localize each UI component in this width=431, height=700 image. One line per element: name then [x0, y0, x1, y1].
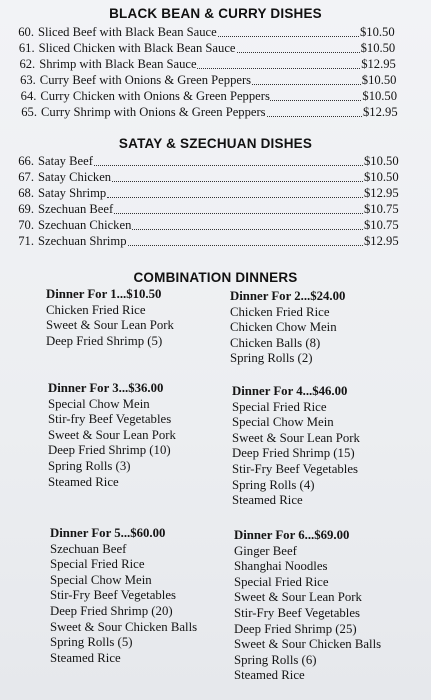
dot-leader — [114, 213, 363, 214]
dinner-item: Steamed Rice — [232, 493, 303, 508]
dinner-for-5 — [50, 526, 197, 666]
dinner-item: Special Fried Rice — [232, 399, 327, 414]
item-number: 67. — [18, 170, 34, 184]
dinner-item: Szechuan Beef — [50, 541, 127, 556]
dinner-item: Shanghai Noodles — [234, 559, 328, 574]
item-number: 71. — [18, 234, 34, 248]
menu-item — [0, 24, 431, 40]
dinner-item: Ginger Beef — [234, 543, 297, 558]
dot-leader — [94, 165, 363, 166]
item-name: Sliced Beef with Black Bean Sauce — [38, 25, 217, 39]
dinner-for-6 — [234, 528, 381, 684]
dot-leader — [128, 245, 363, 246]
menu-item — [0, 185, 431, 201]
dinner-item: Steamed Rice — [234, 668, 305, 683]
dinner-item: Sweet & Sour Lean Pork — [232, 430, 360, 445]
dinner-item: Sweet & Sour Lean Pork — [46, 318, 174, 333]
dinner-item: Stir-Fry Beef Vegetables — [234, 605, 361, 620]
dot-leader — [197, 68, 360, 69]
dinner-item: Chicken Chow Mein — [230, 320, 337, 335]
dinner-item: Sweet & Sour Lean Pork — [48, 427, 176, 442]
menu-item — [0, 217, 431, 233]
item-name: Satay Shrimp — [38, 186, 107, 200]
item-price: $10.50 — [364, 170, 399, 184]
dinner-item: Chicken Fried Rice — [230, 304, 330, 319]
dot-leader — [107, 197, 363, 198]
dinner-item: Deep Fried Shrimp (25) — [234, 621, 357, 636]
item-price: $10.75 — [364, 218, 399, 232]
dinner-item: Stir-fry Beef Vegetables — [48, 412, 172, 427]
dinner-item: Spring Rolls (6) — [234, 652, 317, 667]
menu-item — [0, 201, 431, 217]
dot-leader — [270, 100, 361, 101]
item-name: Shrimp with Black Bean Sauce — [39, 57, 197, 71]
dinner-item: Special Fried Rice — [50, 557, 145, 572]
item-name: Satay Beef — [38, 154, 93, 168]
dinner-item: Stir-Fry Beef Vegetables — [50, 588, 177, 603]
dinner-heading: Dinner For 4...$46.00 — [232, 384, 348, 398]
dinner-for-2 — [230, 289, 345, 367]
menu-item — [0, 169, 431, 185]
dinner-heading: Dinner For 2...$24.00 — [230, 289, 346, 303]
item-number: 64. — [20, 89, 37, 103]
item-number: 70. — [18, 218, 34, 232]
dinner-heading: Dinner For 1...$10.50 — [46, 287, 162, 301]
dot-leader — [237, 52, 360, 53]
item-price: $10.50 — [360, 25, 395, 39]
item-number: 65. — [21, 105, 37, 119]
dot-leader — [112, 181, 363, 182]
dinner-for-3 — [48, 381, 176, 490]
item-name: Curry Beef with Onions & Green Peppers — [39, 73, 252, 87]
item-price: $10.50 — [364, 154, 399, 168]
item-number: 66. — [18, 154, 34, 168]
item-name: Szechuan Chicken — [38, 218, 132, 232]
item-price: $10.50 — [360, 41, 396, 55]
dot-leader — [218, 36, 359, 37]
menu-item — [0, 88, 431, 104]
item-price: $12.95 — [364, 186, 399, 200]
item-name: Szechuan Beef — [38, 202, 114, 216]
dinner-item: Chicken Balls (8) — [230, 335, 321, 350]
menu-item — [0, 233, 431, 249]
item-price: $12.95 — [364, 234, 399, 248]
black-bean-curry-list — [0, 24, 431, 120]
dinner-item: Steamed Rice — [50, 650, 121, 665]
satay-szechuan-list — [0, 153, 431, 249]
dinner-item: Deep Fried Shrimp (10) — [48, 443, 171, 458]
dinner-item: Sweet & Sour Chicken Balls — [50, 619, 198, 634]
menu-item — [0, 56, 431, 72]
dinner-heading: Dinner For 3...$36.00 — [48, 381, 164, 395]
item-name: Satay Chicken — [38, 170, 112, 184]
dinner-item: Chicken Fried Rice — [46, 302, 146, 317]
item-number: 68. — [18, 186, 34, 200]
item-price: $12.95 — [363, 105, 398, 119]
item-number: 63. — [20, 73, 36, 87]
dinner-item: Spring Rolls (2) — [230, 351, 313, 366]
item-name: Curry Chicken with Onions & Green Peppers — [40, 89, 270, 103]
dinner-for-4 — [232, 384, 360, 509]
item-name: Curry Shrimp with Onions & Green Peppers — [41, 105, 266, 119]
dinner-item: Steamed Rice — [48, 474, 119, 489]
dinner-item: Sweet & Sour Lean Pork — [234, 590, 362, 605]
item-number: 69. — [18, 202, 34, 216]
dinner-heading: Dinner For 6...$69.00 — [234, 528, 350, 542]
menu-item — [0, 153, 431, 169]
section-title-combination-dinners: COMBINATION DINNERS — [133, 270, 298, 285]
section-title-black-bean-curry: BLACK BEAN & CURRY DISHES — [109, 6, 322, 21]
item-name: Sliced Chicken with Black Bean Sauce — [38, 41, 236, 55]
item-price: $10.75 — [364, 202, 399, 216]
item-number: 61. — [18, 41, 35, 55]
menu-item — [0, 72, 431, 88]
menu-item — [0, 104, 431, 120]
item-price: $12.95 — [361, 57, 396, 71]
dinner-item: Spring Rolls (5) — [50, 635, 133, 650]
dinner-item: Special Fried Rice — [234, 574, 329, 589]
dinner-heading: Dinner For 5...$60.00 — [50, 526, 166, 540]
dot-leader — [132, 229, 363, 230]
dinner-item: Sweet & Sour Chicken Balls — [234, 637, 382, 652]
item-price: $10.50 — [361, 73, 397, 87]
dinner-for-1 — [46, 287, 174, 349]
dinner-item: Deep Fried Shrimp (15) — [232, 446, 355, 461]
dinner-item: Deep Fried Shrimp (20) — [50, 603, 173, 618]
item-number: 62. — [19, 57, 36, 71]
dinner-item: Special Chow Mein — [232, 415, 334, 430]
dot-leader — [267, 116, 362, 117]
dot-leader — [252, 84, 361, 85]
item-name: Szechuan Shrimp — [38, 234, 127, 248]
dinner-item: Spring Rolls (3) — [48, 458, 131, 473]
dinner-item: Special Chow Mein — [50, 572, 152, 587]
section-title-satay-szechuan: SATAY & SZECHUAN DISHES — [118, 136, 313, 151]
dinner-item: Deep Fried Shrimp (5) — [46, 333, 163, 348]
dinner-item: Spring Rolls (4) — [232, 477, 315, 492]
dinner-item: Stir-Fry Beef Vegetables — [232, 461, 359, 476]
menu-item — [0, 40, 431, 56]
dinner-item: Special Chow Mein — [48, 396, 150, 411]
item-number: 60. — [18, 25, 34, 39]
item-price: $10.50 — [362, 89, 398, 103]
